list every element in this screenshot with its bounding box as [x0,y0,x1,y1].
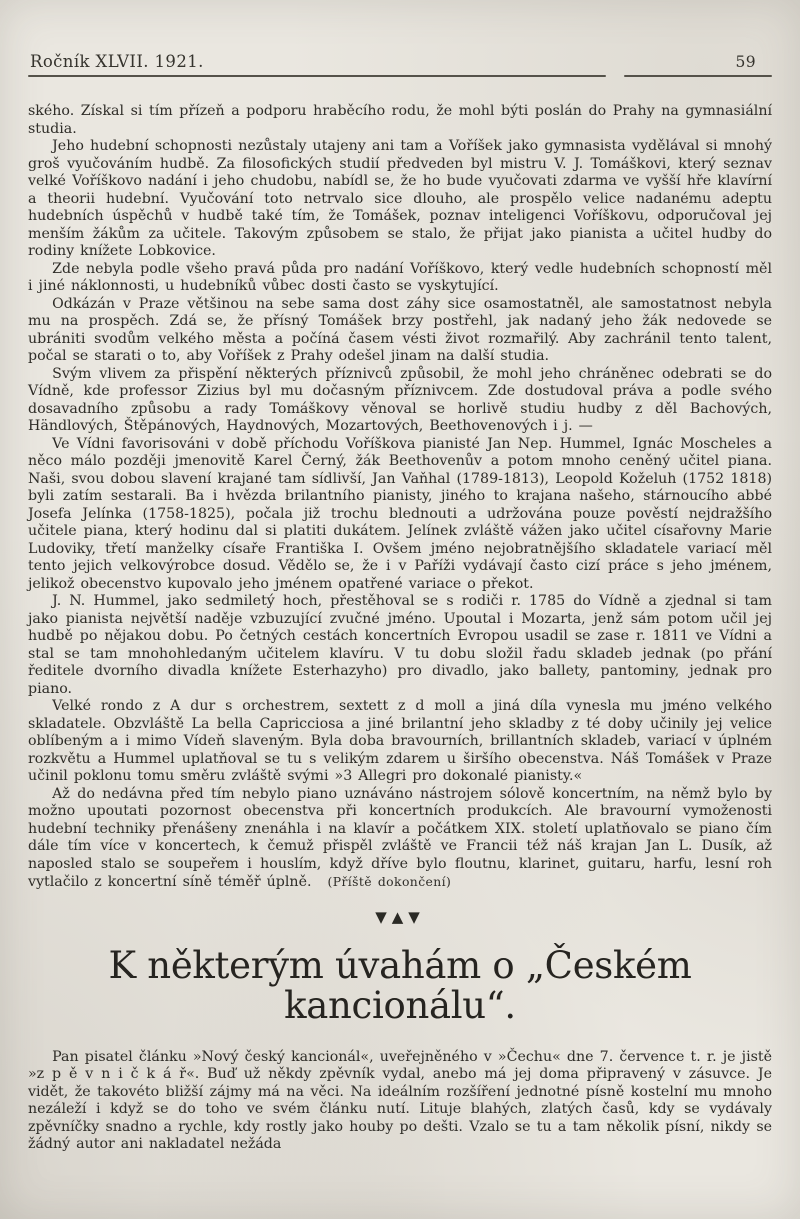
paragraph: ského. Získal si tím přízeň a podporu hraběcího rodu, že mohl býti poslán do Prahy na gymnasiální studia. [28,103,772,137]
paragraph: Svým vlivem za přispění některých příznivců způsobil, že mohl jeho chráněnec odebrati se do Vídně, kde professor Zizius byl mu dočasným příznivcem. Zde dostudoval práva a podle svého dosavadního způsobu a rady Tomáškovy věnoval se horlivě studiu hudby z děl Bachových, Händlových, Štěpánových, Haydnových, Mozartových, Beethovenových i j. — [28,365,772,434]
header-rule [28,75,772,77]
paragraph: Odkázán v Praze většinou na sebe sama dost záhy sice osamostatněl, ale samostatnost nebyla mu na prospěch. Zdá se, že přísný Tomášek brzy postřehl, jak nadaný jeho žák nedovede se ubrániti svodům velkého města a počíná časem vésti život rozmařilý. Aby zachránil tento talent, počal se starati o to, aby Voříšek z Prahy odešel jinam na další studia. [28,295,772,364]
header-rule-right [624,75,772,77]
volume-label: Ročník XLVII. 1921. [30,52,204,71]
paragraph: Ve Vídni favorisováni v době příchodu Voříškova pianisté Jan Nep. Hummel, Ignác Moscheles a něco málo později jmenovitě Karel Černý, žák Beethovenův a potom mnoho ceněný učitel piana. Naši, svou dobou slavení krajané tam sídlivší, Jan Vaňhal (1789-1813), Leopold Koželuh (1752 1818) byli zatím sestarali. Ba i hvězda brilantního pianisty, jiného to krajana našeho, stárnoucího abbé Josefa Jelínka (1758-1825), počala již trochu blednouti a udržována pouze pověstí nejdražšího učitele piana, který hodinu dal si platiti dukátem. Jelínek zvláště vážen jako učitel císařovny Marie Ludoviky, třetí manželky císaře Františka I. Ovšem jméno nejobratnějšího skladatele variací měl tento jejich velkovýrobce dosud. Vědělo se, že i v Paříži vydávají často cizí práce s jeho jménem, jelikož obecenstvo kupovalo jeho jménem opatřené variace o překot. [28,435,772,592]
article-continuation-section [28,103,772,892]
paragraph: Zde nebyla podle všeho pravá půda pro nadání Voříškovo, který vedle hudebních schopností měl i jiné náklonnosti, u hudebníků vůbec dosti často se vyskytující. [28,260,772,294]
paragraph: Pan pisatel článku »Nový český kancionál«, uveřejněného v »Čechu« dne 7. července t. r. je jistě »z p ě v n i č k á ř«. Buď už někdy zpěvník vydal, anebo má jej doma připravený v zásuvce. Je vidět, že takovéto bližší zájmy má na věci. Na ideálním rozšíření jednotné písně kostelní mu mnoho nezáleží i když se do toho ve svém článku nutí. Lituje blahých, zlatých časů, kdy se vydávaly zpěvníčky snadno a rychle, kdy rostly jako houby po dešti. Vzalo se tu a tam několik písní, nikdy se žádný autor ani nakladatel nežáda [28,1048,772,1153]
page-number: 59 [735,53,756,71]
paragraph: Až do nedávna před tím nebylo piano uznáváno nástrojem sólově koncertním, na němž bylo by možno upoutati pozornost obecenstva při koncertních produkcích. Ale bravourní vymoženosti hudební techniky přenášeny znenáhla i na klavír a počátkem XIX. století uplatňovalo se piano čím dále tím více v koncertech, k čemuž přispěl zvláště ve Francii též náš krajan Jan L. Dusík, až naposled stalo se soupeřem i houslím, když dříve bylo floutnu, klarinet, guitaru, harfu, lesní roh vytlačilo z koncertní síně téměř úplně. (Příště dokončení) [28,785,772,890]
triangles-separator-icon: ▼▲▼ [375,907,425,926]
paragraph: Velké rondo z A dur s orchestrem, sextett z d moll a jiná díla vynesla mu jméno velkého skladatele. Obzvláště La bella Capricciosa a jiné brilantní jeho skladby z té doby učinily jej velice oblíbeným a i mimo Vídeň slaveným. Byla doba bravourních, brillantních skladeb, variací v úplném rozkvětu a Hummel uplatňoval se tu s velikým zdarem u širšího obecenstva. Náš Tomášek v Praze učinil poklonu tomu směru zvláště svými »3 Allegri pro dokonalé pianisty.« [28,698,772,784]
article-title: K některým úvahám o „Českém kancionálu“. [108,943,692,1028]
header-rule-left [28,75,606,77]
section-separator [28,908,772,926]
continuation-note: (Příště dokončení) [327,874,452,889]
page-header [28,52,772,77]
article-body-section [28,1049,772,1154]
paragraph: Jeho hudební schopnosti nezůstaly utajeny ani tam a Voříšek jako gymnasista vydělával si mnohý groš vyučováním hudbě. Za filosofických studií předveden byl mistru V. J. Tomáškovi, který seznav velké Voříškovo nadání i jeho chudobu, nabídl se, že ho bude vyučovati zdarma ve vyšší hře klavírní a theorii hudební. Vyučování toto netrvalo sice dlouho, ale prospělo velice nadanému adeptu hudebních úspěchů v hudbě také tím, že Tomášek, poznav inteligenci Voříškovu, odporučoval jej menším žákům za učitele. Takovým způsobem se stalo, že přijat jako pianista a učitel hudby do rodiny knížete Lobkovice. [28,138,772,259]
paragraph: J. N. Hummel, jako sedmiletý hoch, přestěhoval se s rodiči r. 1785 do Vídně a zjednal si tam jako pianista největší naděje vzbuzující zvučné jméno. Upoutal i Mozarta, jenž sám potom učil jej hudbě po nějakou dobu. Po četných cestách koncertních Evropou usadil se zase r. 1811 ve Vídni a stal se tam mnohohledaným učitelem klavíru. V tu dobu složil řadu skladeb jednak (po přání ředitele dvorního divadla knížete Esterhazyho) pro divadlo, jako ballety, pantominy, jednak pro piano. [28,593,772,697]
